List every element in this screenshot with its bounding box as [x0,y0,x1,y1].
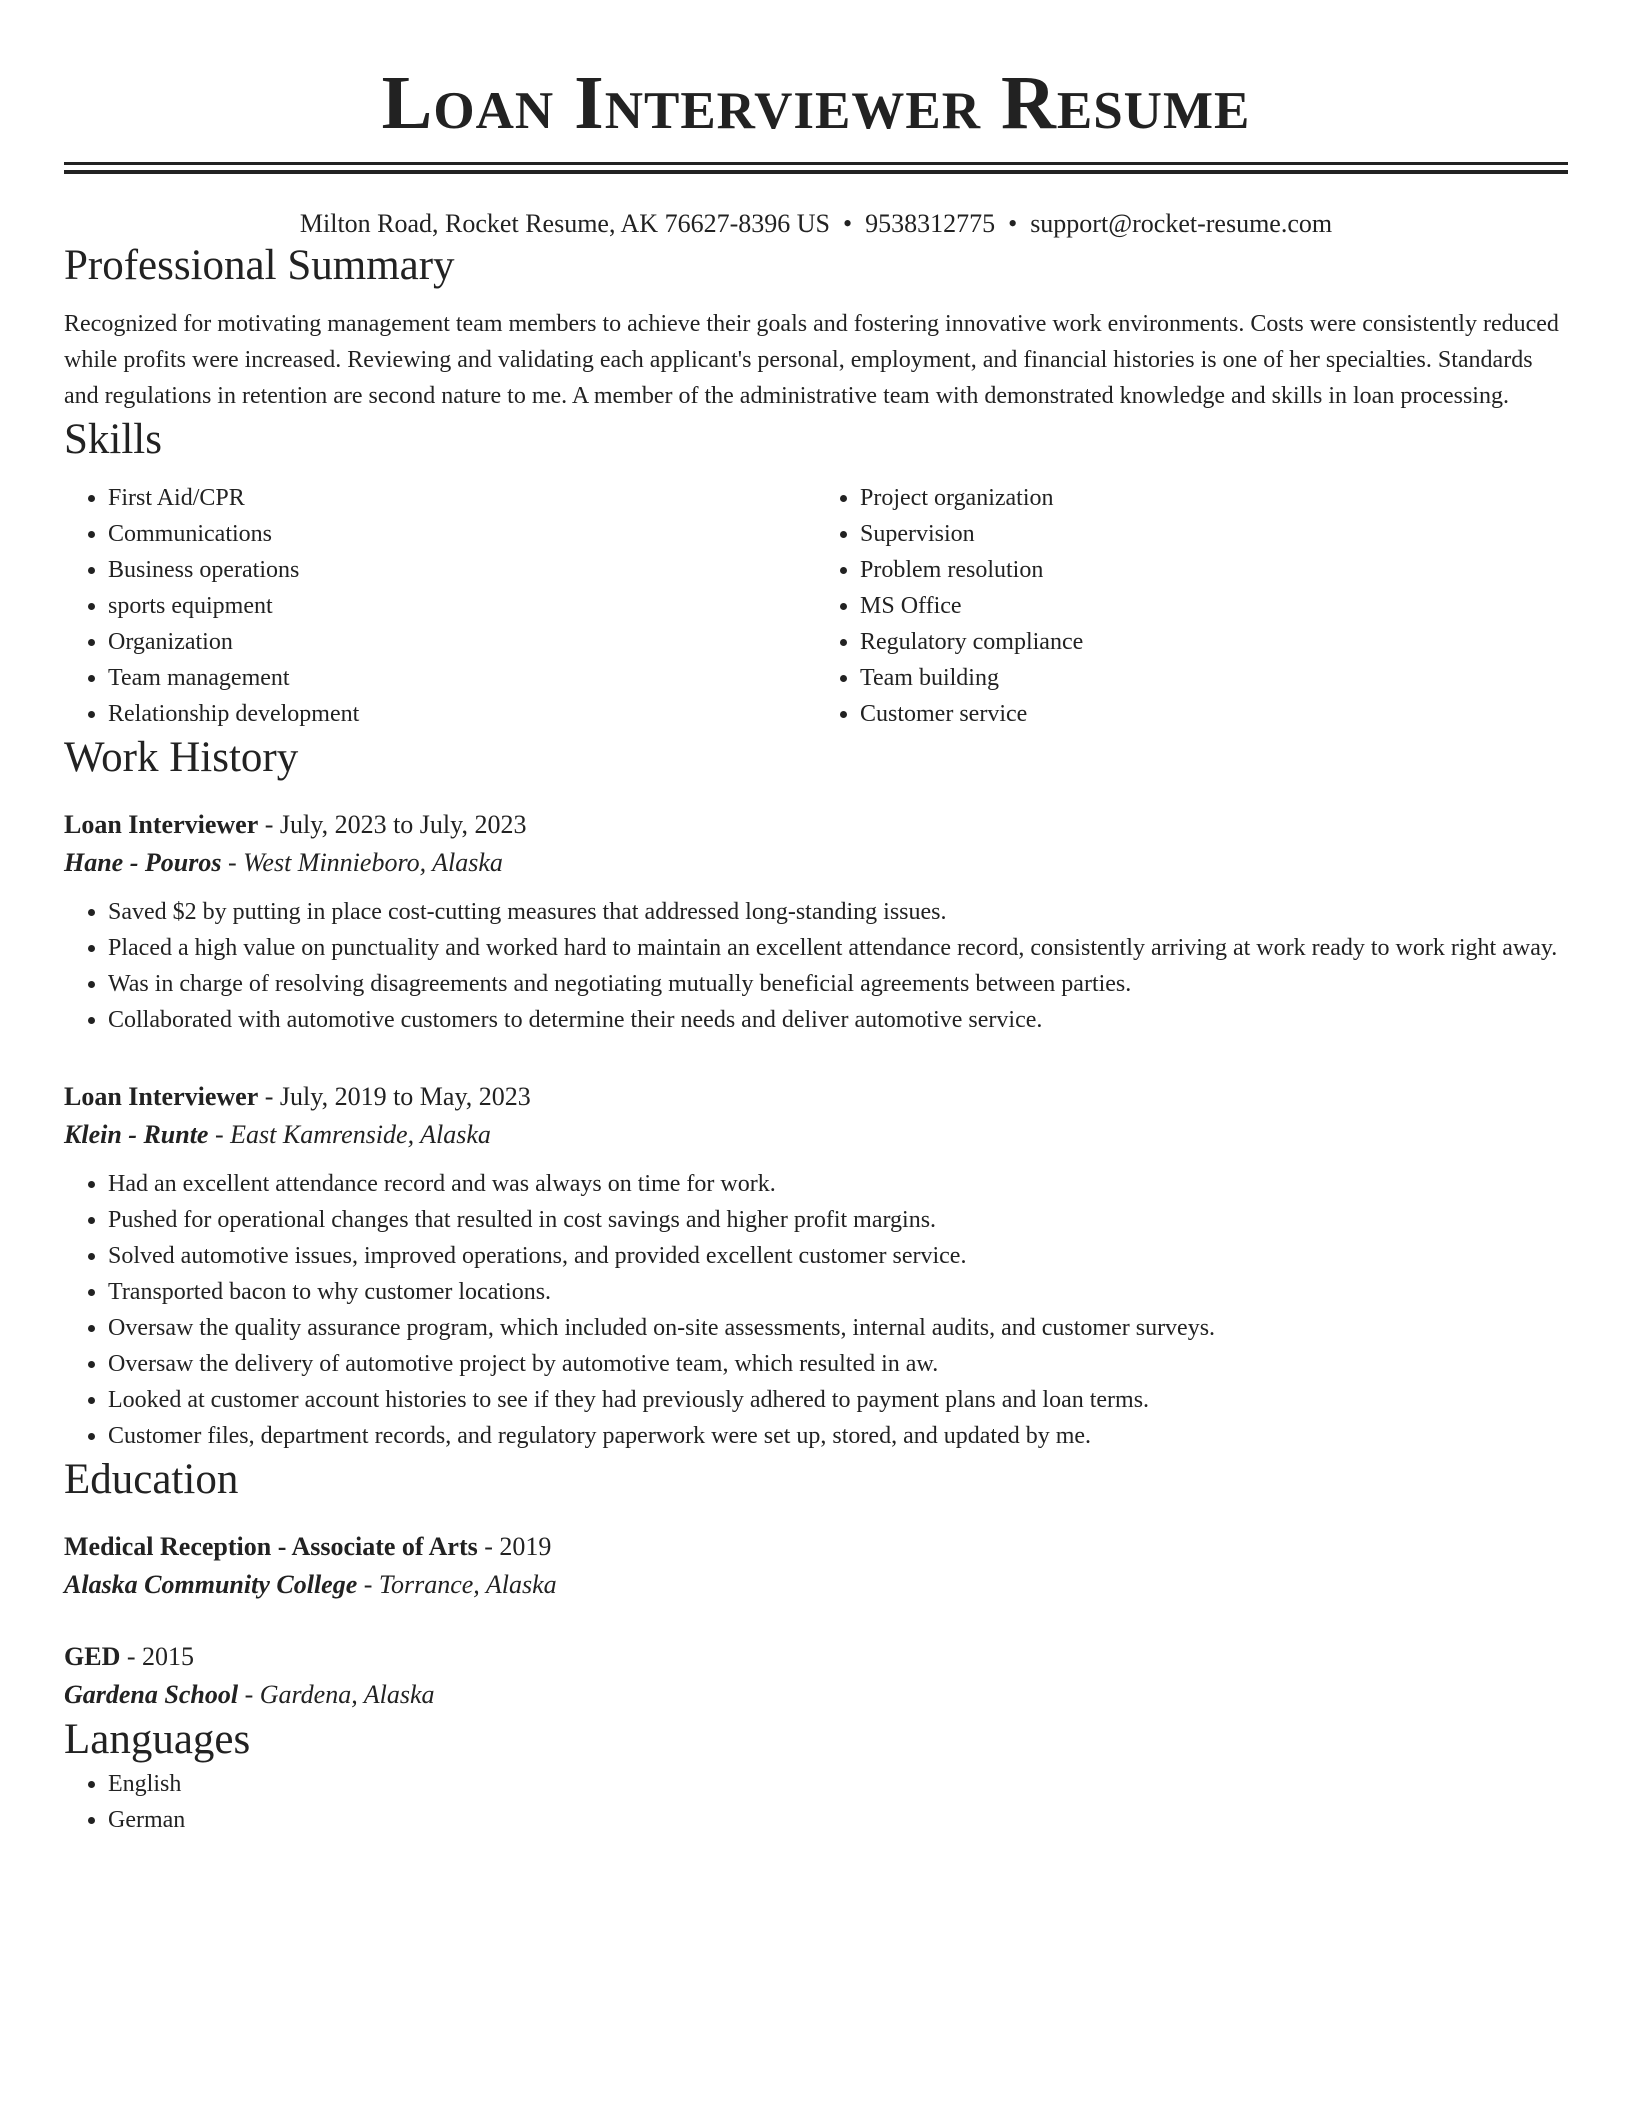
job-bullet: • Transported bacon to why customer locations. [108,1274,1568,1310]
job-bullet: • Looked at customer account histories to see if they had previously adhered to payment plans and loan terms. [108,1382,1568,1418]
education-year: 2019 [499,1532,552,1561]
job-bullet: • Collaborated with automotive customers to determine their needs and deliver automotive service. [108,1002,1568,1038]
contact-email: support@rocket-resume.com [1030,209,1333,238]
skill-item: • Team building [860,660,1568,696]
job-bullets [64,894,1568,1038]
title-divider-bottom [64,170,1568,174]
skills-list-left [64,480,816,732]
education-degree: Medical Reception - Associate of Arts [64,1532,478,1561]
job-entry [64,806,1568,1038]
job-title-line: Loan Interviewer - July, 2019 to May, 2023 [64,1082,531,1111]
skill-item: • MS Office [860,588,1568,624]
work-history-heading: Work History [64,734,299,781]
education-location: Gardena, Alaska [259,1680,435,1709]
job-bullet: • Placed a high value on punctuality and worked hard to maintain an excellent attendance record, consistently arriving at work ready to work right away. [108,930,1568,966]
contact-line [64,208,1568,240]
job-company: Hane - Pouros [64,848,222,877]
job-bullets [64,1166,1568,1454]
contact-separator: • [842,209,853,238]
skill-item: • Organization [108,624,816,660]
job-dates: July, 2023 to July, 2023 [279,810,527,839]
contact-phone: 9538312775 [865,209,996,238]
languages-heading: Languages [64,1716,251,1763]
resume-title: Loan Interviewer Resume [381,61,1251,145]
job-company-line: Hane - Pouros - West Minnieboro, Alaska [64,848,503,877]
education-heading: Education [64,1456,239,1503]
language-item: • German [108,1802,1568,1838]
job-company-line: Klein - Runte - East Kamrenside, Alaska [64,1120,491,1149]
job-bullet: • Oversaw the delivery of automotive project by automotive team, which resulted in aw. [108,1346,1568,1382]
skill-item: • Regulatory compliance [860,624,1568,660]
languages-list [64,1766,1568,1838]
education-degree-line: GED - 2015 [64,1642,195,1671]
education-degree-line: Medical Reception - Associate of Arts - 2019 [64,1532,552,1561]
job-bullet: • Had an excellent attendance record and was always on time for work. [108,1166,1568,1202]
summary-heading: Professional Summary [64,242,455,289]
skill-item: • Communications [108,516,816,552]
job-bullet: • Oversaw the quality assurance program, which included on-site assessments, internal audits, and customer surveys. [108,1310,1568,1346]
job-location: East Kamrenside, Alaska [230,1120,491,1149]
language-item: • English [108,1766,1568,1802]
summary-text: Recognized for motivating management team members to achieve their goals and fostering innovative work environments. Costs were consistently reduced while profits were increased. Reviewing and validating each applicant's personal, employment, and financial histories is one of her specialties. Standards and regulations in retention are second nature to me. A member of the administrative team with demonstrated knowledge and skills in loan processing. [64,311,1559,409]
skill-item: • Customer service [860,696,1568,732]
contact-address: Milton Road, Rocket Resume, AK 76627-8396 US [299,209,830,238]
job-company: Klein - Runte [64,1120,209,1149]
education-school: Alaska Community College [64,1570,358,1599]
job-bullet: • Customer files, department records, and regulatory paperwork were set up, stored, and updated by me. [108,1418,1568,1454]
skill-item: • Relationship development [108,696,816,732]
education-year: 2015 [142,1642,195,1671]
skill-item: • Supervision [860,516,1568,552]
skill-item: • Problem resolution [860,552,1568,588]
education-location: Torrance, Alaska [378,1570,557,1599]
skills-list-right [816,480,1568,732]
job-entry [64,1078,1568,1454]
skill-item: • Team management [108,660,816,696]
education-degree: GED [64,1642,121,1671]
job-location: West Minnieboro, Alaska [243,848,503,877]
skill-item: • Business operations [108,552,816,588]
job-title: Loan Interviewer [64,810,259,839]
education-entry [64,1528,1568,1604]
resume-page [64,0,1568,1838]
education-school-line: Alaska Community College - Torrance, Alaska [64,1570,557,1599]
contact-separator: • [1008,209,1018,238]
education-entry [64,1638,1568,1714]
job-title-line: Loan Interviewer - July, 2023 to July, 2023 [64,810,527,839]
job-bullet: • Saved $2 by putting in place cost-cutting measures that addressed long-standing issues. [108,894,1568,930]
skills-heading: Skills [64,416,162,463]
title-divider-top [64,162,1568,165]
skill-item: • Project organization [860,480,1568,516]
job-bullet: • Solved automotive issues, improved operations, and provided excellent customer service. [108,1238,1568,1274]
education-school: Gardena School [64,1680,239,1709]
job-bullet: • Was in charge of resolving disagreements and negotiating mutually beneficial agreements between parties. [108,966,1568,1002]
job-title: Loan Interviewer [64,1082,259,1111]
skill-item: • sports equipment [108,588,816,624]
job-bullet: • Pushed for operational changes that resulted in cost savings and higher profit margins. [108,1202,1568,1238]
skill-item: • First Aid/CPR [108,480,816,516]
education-school-line: Gardena School - Gardena, Alaska [64,1680,435,1709]
skills-columns [64,480,1568,732]
job-dates: July, 2019 to May, 2023 [279,1082,531,1111]
